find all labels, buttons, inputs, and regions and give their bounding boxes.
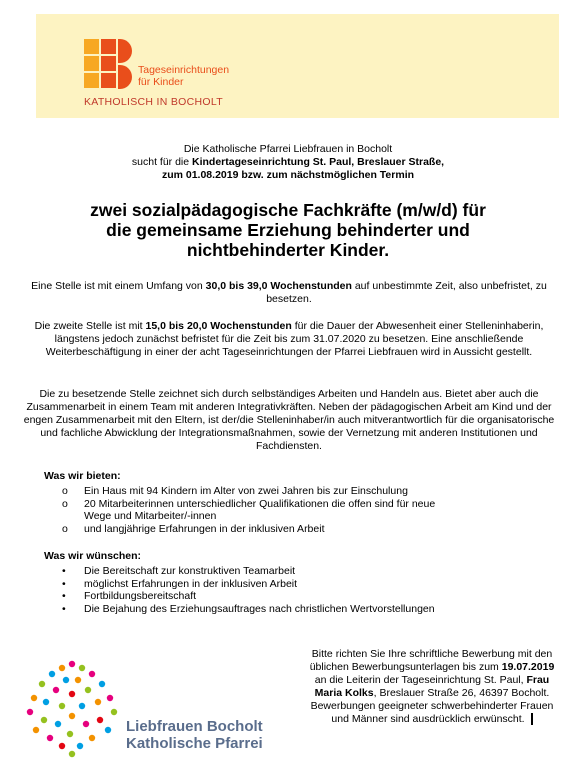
list-item: o 20 Mitarbeiterinnen unterschiedlicher Qualifikationen die offen sind für neue Wege und Mitarbeiter/-innen bbox=[62, 497, 436, 522]
description-paragraph: Die zu besetzende Stelle zeichnet sich durch selbständiges Arbeiten und Handeln aus. Bietet aber auch die Zusammenarbeit in einem Team mit anderen Integrativkräften. Neben der pädagogischen Arbeit am Kind und der engen Zusammenarbeit mit den Eltern, ist der/die Stelleninhaber/in auch mitverantwortlich für die organisatorische und fachliche Abwicklung der Integrationsmaßnahmen, sowie der Vernetzung mit anderen Institutionen und Fachdiensten. bbox=[23, 388, 555, 452]
list-item: o und langjährige Erfahrungen in der inklusiven Arbeit bbox=[62, 522, 325, 535]
intro-line-2: sucht für die Kindertageseinrichtung St. Paul, Breslauer Straße, bbox=[131, 156, 445, 168]
intro-line-1: Die Katholische Pfarrei Liebfrauen in Bocholt bbox=[183, 143, 393, 155]
logo-line-1: Tageseinrichtungen bbox=[138, 64, 230, 76]
list-item: • Die Bereitschaft zur konstruktiven Teamarbeit bbox=[62, 565, 296, 577]
position-1-paragraph: Eine Stelle ist mit einem Umfang von 30,0 bis 39,0 Wochenstunden auf unbestimmte Zeit, also unbefristet, zu besetzen. bbox=[31, 280, 547, 305]
kita-logo-icon bbox=[84, 39, 132, 91]
wish-list bbox=[44, 565, 504, 615]
list-item: • möglichst Erfahrungen in der inklusiven Arbeit bbox=[62, 577, 298, 590]
list-item: o Ein Haus mit 94 Kindern im Alter von zwei Jahren bis zur Einschulung bbox=[62, 485, 408, 497]
offer-title: Was wir bieten: bbox=[44, 470, 121, 482]
job-headline: zwei sozialpädagogische Fachkräfte (m/w/d) für die gemeinsame Erziehung behinderter und nichtbehinderter Kinder. bbox=[90, 200, 486, 260]
header-subtitle: KATHOLISCH IN BOCHOLT bbox=[84, 96, 223, 108]
logo-line-2: für Kinder bbox=[138, 76, 184, 88]
text-cursor bbox=[531, 713, 533, 725]
list-item: • Die Bejahung des Erziehungsauftrages nach christlichen Wertvorstellungen bbox=[62, 602, 435, 615]
liebfrauen-logo-icon bbox=[22, 658, 122, 758]
intro-text bbox=[20, 143, 556, 182]
position-2-paragraph: Die zweite Stelle ist mit 15,0 bis 20,0 Wochenstunden für die Dauer der Abwesenheit einer Stelleninhaberin, längstens jedoch zunächst befristet für die Zeit bis zum 31.07.2020 zu besetzen. Eine anschließende Weiterbeschäftigung in einer der acht Tageseinrichtungen der Pfarrei Liebfrauen wird in Aussicht gestellt. bbox=[34, 320, 544, 358]
logo-text bbox=[138, 64, 229, 88]
wish-title: Was wir wünschen: bbox=[44, 550, 142, 562]
list-item: • Fortbildungsbereitschaft bbox=[62, 590, 197, 602]
footer-parish-name: Liebfrauen Bocholt Katholische Pfarrei bbox=[126, 718, 263, 752]
offer-list bbox=[44, 485, 464, 535]
application-paragraph: Bitte richten Sie Ihre schriftliche Bewerbung mit den üblichen Bewerbungsunterlagen bis zum 19.07.2019 an die Leiterin der Tageseinrichtung St. Paul, Frau Maria Kolks, Breslauer Straße 26, 46397 Bocholt. Bewerbungen geeigneter schwerbehinderter Frauen und Männer sind ausdrücklich erwünscht. bbox=[309, 648, 555, 725]
intro-line-3: zum 01.08.2019 bzw. zum nächstmöglichen Termin bbox=[161, 169, 415, 181]
